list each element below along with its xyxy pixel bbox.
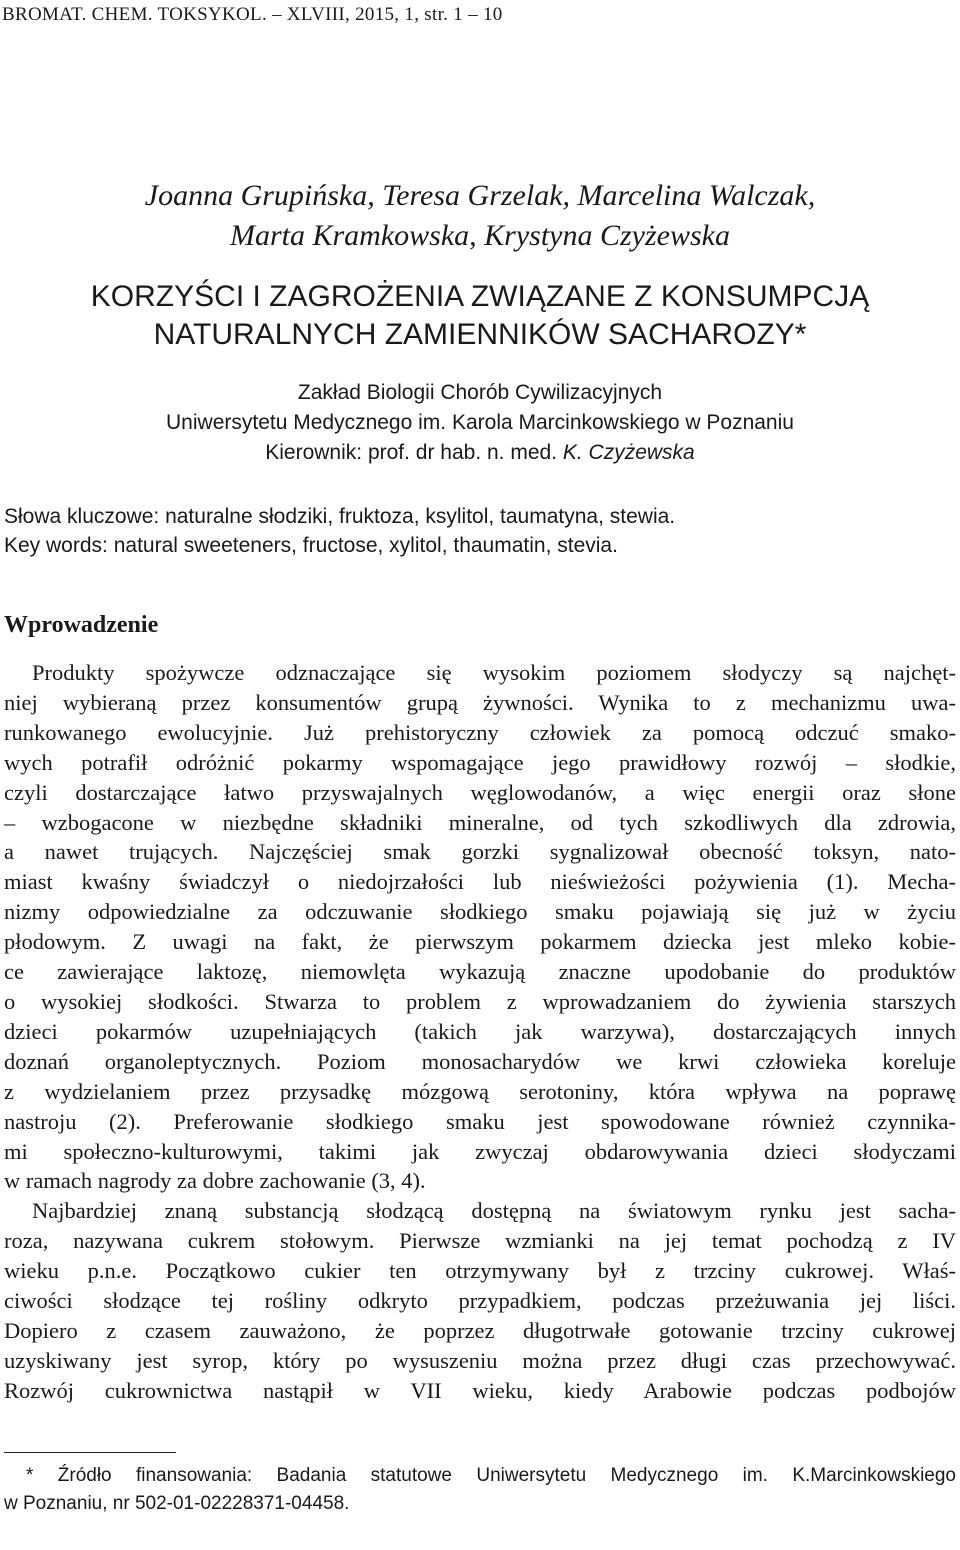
body-line: ce zawierające laktozę, niemowlęta wykazują znaczne upodobanie do produktów <box>4 959 956 985</box>
author-list <box>0 176 960 256</box>
body-line: wieku p.n.e. Początkowo cukier ten otrzymywany był z trzciny cukrowej. Właś- <box>4 1258 956 1284</box>
body-line: Najbardziej znaną substancją słodzącą dostępną na światowym rynku jest sacha- <box>32 1198 956 1224</box>
body-line: – wzbogacone w niezbędne składniki mineralne, od tych szkodliwych dla zdrowia, <box>4 809 956 835</box>
section-heading: Wprowadzenie <box>4 612 159 638</box>
body-line: z wydzielaniem przez przysadkę mózgową serotoniny, która wpływa na poprawę <box>4 1078 956 1104</box>
head-name: K. Czyżewska <box>562 441 695 464</box>
author-line: Joanna Grupińska, Teresa Grzelak, Marcelina Walczak, <box>144 179 816 212</box>
body-line: mi społeczno-kulturowymi, takimi jak zwyczaj obdarowywania dzieci słodyczami <box>4 1138 956 1164</box>
body-line: nastroju (2). Preferowanie słodkiego smaku jest spowodowane również czynnika- <box>4 1108 956 1134</box>
body-line: o wysokiej słodkości. Stwarza to problem z wprowadzaniem do żywienia starszych <box>4 988 956 1014</box>
body-line: wych potrafił odróżnić pokarmy wspomagające jego prawidłowy rozwój – słodkie, <box>4 749 956 775</box>
body-line: a nawet trujących. Najczęściej smak gorzki sygnalizował obecność toksyn, nato- <box>4 839 956 865</box>
head-prefix: Kierownik: prof. dr hab. n. med. <box>265 441 563 464</box>
footnote-line: w Poznaniu, nr 502-01-02228371-04458. <box>4 1493 350 1514</box>
body-line: doznań organoleptycznych. Poziom monosacharydów we krwi człowieka koreluje <box>4 1048 956 1074</box>
body-line: nizmy odpowiedzialne za odczuwanie słodkiego smaku pojawiają się już w życiu <box>4 899 956 925</box>
footnote-line: * Źródło finansowania: Badania statutowe Uniwersytetu Medycznego im. K.Marcinkowskiego <box>26 1465 956 1486</box>
keywords-polish: Słowa kluczowe: naturalne słodziki, fruktoza, ksylitol, taumatyna, stewia. <box>4 505 676 528</box>
keywords <box>4 502 675 560</box>
keywords-english: Key words: natural sweeteners, fructose, xylitol, thaumatin, stevia. <box>4 534 618 557</box>
body-line: Produkty spożywcze odznaczające się wysokim poziomem słodyczy są najchęt- <box>32 660 956 685</box>
affiliation-head <box>0 438 960 468</box>
body-line: dzieci pokarmów uzupełniających (takich jak warzywa), dostarczających innych <box>4 1018 956 1044</box>
footnote <box>4 1462 956 1518</box>
title-line: NATURALNYCH ZAMIENNIKÓW SACHAROZY* <box>153 318 807 351</box>
body-line: ciwości słodzące tej rośliny odkryto przypadkiem, podczas przeżuwania jej liści. <box>4 1288 956 1314</box>
affiliation-line: Uniwersytetu Medycznego im. Karola Marcinkowskiego w Poznaniu <box>166 411 794 434</box>
journal-header: BROMAT. CHEM. TOKSYKOL. – XLVIII, 2015, 1, str. 1 – 10 <box>2 4 503 25</box>
footnote-rule <box>4 1452 176 1453</box>
body-line: czyli dostarczające łatwo przyswajalnych węglowodanów, a więc energii oraz słone <box>4 779 956 805</box>
body-line: płodowym. Z uwagi na fakt, że pierwszym pokarmem dziecka jest mleko kobie- <box>4 929 956 955</box>
body-line: runkowanego ewolucyjnie. Już prehistoryczny człowiek za pomocą odczuć smako- <box>4 719 956 745</box>
title-line: KORZYŚCI I ZAGROŻENIA ZWIĄZANE Z KONSUMPCJĄ <box>90 280 870 313</box>
author-line: Marta Kramkowska, Krystyna Czyżewska <box>230 219 730 252</box>
body-line: niej wybieraną przez konsumentów grupą żywności. Wynika to z mechanizmu uwa- <box>4 689 956 715</box>
body-text <box>4 658 956 1406</box>
affiliation-line: Zakład Biologii Chorób Cywilizacyjnych <box>297 381 663 404</box>
article-title <box>0 278 960 354</box>
body-line: uzyskiwany jest syrop, który po wysuszeniu można przez długi czas przechowywać. <box>4 1347 956 1373</box>
body-line: miast kwaśny świadczył o niedojrzałości lub nieświeżości pożywienia (1). Mecha- <box>4 869 956 895</box>
body-line: w ramach nagrody za dobre zachowanie (3, 4). <box>4 1168 426 1194</box>
body-line: Dopiero z czasem zauważono, że poprzez długotrwałe gotowanie trzciny cukrowej <box>4 1317 956 1343</box>
affiliation <box>0 378 960 468</box>
body-line: roza, nazywana cukrem stołowym. Pierwsze wzmianki na jej temat pochodzą z IV <box>4 1228 956 1254</box>
body-line: Rozwój cukrownictwa nastąpił w VII wieku, kiedy Arabowie podczas podbojów <box>4 1377 956 1403</box>
